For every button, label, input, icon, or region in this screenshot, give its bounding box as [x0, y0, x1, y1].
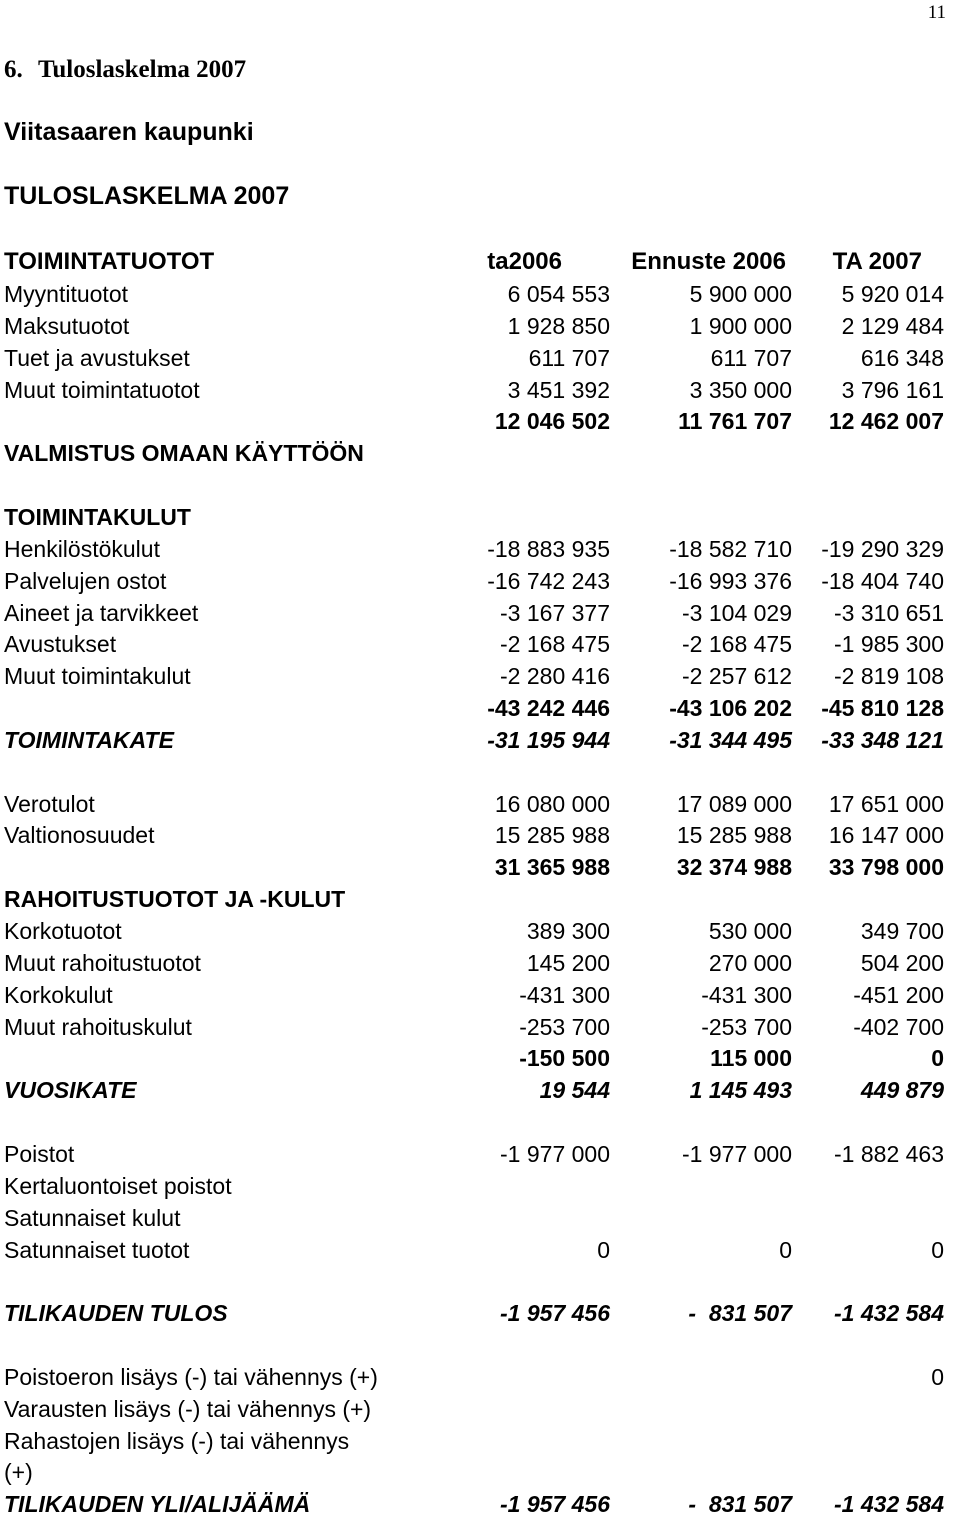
value-ta2006: 0 — [597, 1237, 610, 1263]
value-ta2006: 19 544 — [539, 1077, 610, 1103]
value-ta2007: 12 462 007 — [828, 408, 944, 434]
table-row — [0, 502, 960, 532]
value-ta2007: 5 920 014 — [841, 281, 944, 307]
row-label: Aineet ja tarvikkeet — [4, 600, 199, 626]
value-ta2007: -19 290 329 — [821, 536, 944, 562]
value-ennuste2006: -1 977 000 — [682, 1141, 792, 1167]
row-label: Satunnaiset tuotot — [4, 1237, 190, 1263]
value-ta2006: 15 285 988 — [494, 822, 610, 848]
value-ta2007: 504 200 — [860, 950, 944, 976]
row-label: Myyntituotot — [4, 281, 128, 307]
table-row — [0, 916, 960, 946]
table-row — [0, 566, 960, 596]
table-row — [0, 980, 960, 1010]
table-row — [0, 629, 960, 659]
value-ta2006: -16 742 243 — [487, 568, 610, 594]
value-ennuste2006: -3 104 029 — [682, 600, 792, 626]
row-label: TOIMINTAKULUT — [4, 504, 191, 530]
value-ennuste2006: - 831 507 — [688, 1491, 792, 1517]
value-ennuste2006: 115 000 — [710, 1045, 792, 1071]
column-header-ennuste2006: Ennuste 2006 — [631, 248, 786, 275]
table-row — [0, 1362, 960, 1392]
value-ennuste2006: -2 257 612 — [682, 663, 792, 689]
value-ta2007: -451 200 — [853, 982, 944, 1008]
table-row — [0, 661, 960, 691]
row-label: Muut toimintakulut — [4, 663, 191, 689]
value-ennuste2006: 15 285 988 — [676, 822, 792, 848]
section-heading — [4, 56, 246, 84]
row-label: Henkilöstökulut — [4, 536, 160, 562]
value-ta2006: 31 365 988 — [494, 854, 610, 880]
value-ta2006: 12 046 502 — [494, 408, 610, 434]
row-label: Korkokulut — [4, 982, 113, 1008]
row-label: Muut rahoitustuotot — [4, 950, 201, 976]
table-row — [0, 1043, 960, 1073]
value-ta2007: 0 — [931, 1237, 944, 1263]
value-ta2007: -1 985 300 — [834, 631, 944, 657]
table-row — [0, 1489, 960, 1519]
column-header-ta2007: TA 2007 — [832, 248, 922, 275]
row-label: Maksutuotot — [4, 313, 130, 339]
value-ta2007: 3 796 161 — [841, 377, 944, 403]
row-label: RAHOITUSTUOTOT JA -KULUT — [4, 886, 346, 912]
row-label: Palvelujen ostot — [4, 568, 167, 594]
value-ennuste2006: -18 582 710 — [669, 536, 792, 562]
section-number: 6. — [4, 56, 23, 83]
value-ennuste2006: -253 700 — [701, 1014, 792, 1040]
table-row — [0, 470, 960, 500]
table-row — [0, 884, 960, 914]
value-ennuste2006: -431 300 — [701, 982, 792, 1008]
table-row — [0, 789, 960, 819]
value-ta2006: -1 977 000 — [500, 1141, 610, 1167]
value-ta2007: 17 651 000 — [828, 791, 944, 817]
value-ennuste2006: 5 900 000 — [689, 281, 792, 307]
table-row — [0, 1107, 960, 1137]
table-row — [0, 1235, 960, 1265]
row-label: Poistoeron lisäys (-) tai vähennys (+) — [4, 1364, 378, 1390]
table-row — [0, 311, 960, 341]
value-ta2006: 389 300 — [526, 918, 610, 944]
value-ennuste2006: - 831 507 — [688, 1300, 792, 1326]
value-ta2006: -2 168 475 — [500, 631, 610, 657]
value-ta2006: -2 280 416 — [500, 663, 610, 689]
table-row — [0, 1171, 960, 1201]
table-row — [0, 757, 960, 787]
table-row — [0, 1139, 960, 1169]
row-label: TILIKAUDEN TULOS — [4, 1300, 228, 1326]
value-ta2006: -1 957 456 — [500, 1491, 610, 1517]
value-ta2007: -1 432 584 — [834, 1491, 944, 1517]
table-row — [0, 1075, 960, 1105]
table-row — [0, 375, 960, 405]
table-row — [0, 1394, 960, 1424]
value-ta2006: -43 242 446 — [487, 695, 610, 721]
row-label: Tuet ja avustukset — [4, 345, 190, 371]
value-ta2007: -402 700 — [853, 1014, 944, 1040]
row-label: Korkotuotot — [4, 918, 122, 944]
row-label: VUOSIKATE — [4, 1077, 137, 1103]
value-ta2007: -33 348 121 — [821, 727, 944, 753]
table-row — [0, 1203, 960, 1233]
value-ta2007: -18 404 740 — [821, 568, 944, 594]
row-label: Verotulot — [4, 791, 95, 817]
value-ta2006: 611 707 — [528, 345, 610, 371]
row-label: Valtionosuudet — [4, 822, 155, 848]
table-row — [0, 438, 960, 468]
row-label: Rahastojen lisäys (-) tai vähennys — [4, 1428, 350, 1454]
value-ta2006: -31 195 944 — [487, 727, 610, 753]
value-ta2007: -3 310 651 — [834, 600, 944, 626]
value-ta2006: 1 928 850 — [507, 313, 610, 339]
table-row — [0, 406, 960, 436]
value-ennuste2006: 32 374 988 — [676, 854, 792, 880]
table-row — [0, 693, 960, 723]
row-label: Muut toimintatuotot — [4, 377, 200, 403]
row-label: Muut rahoituskulut — [4, 1014, 192, 1040]
table-row — [0, 1330, 960, 1360]
table-row — [0, 725, 960, 755]
table-row — [0, 852, 960, 882]
value-ta2007: 349 700 — [860, 918, 944, 944]
value-ta2007: 0 — [931, 1364, 944, 1390]
value-ennuste2006: -16 993 376 — [669, 568, 792, 594]
organization-name: Viitasaaren kaupunki — [4, 118, 254, 146]
table-row — [0, 1426, 960, 1456]
row-label: TOIMINTAKATE — [4, 727, 174, 753]
table-row — [0, 948, 960, 978]
value-ta2007: 2 129 484 — [841, 313, 944, 339]
table-row — [0, 343, 960, 373]
table-row — [0, 534, 960, 564]
value-ennuste2006: -31 344 495 — [669, 727, 792, 753]
value-ennuste2006: 530 000 — [708, 918, 792, 944]
value-ta2006: -3 167 377 — [500, 600, 610, 626]
row-label: (+) — [4, 1459, 33, 1485]
value-ta2006: 145 200 — [526, 950, 610, 976]
value-ta2007: -2 819 108 — [834, 663, 944, 689]
section-title: Tuloslaskelma 2007 — [38, 56, 247, 83]
value-ta2006: 16 080 000 — [494, 791, 610, 817]
table-header — [0, 247, 960, 277]
value-ta2007: 33 798 000 — [828, 854, 944, 880]
value-ta2007: 449 879 — [860, 1077, 944, 1103]
value-ta2007: -1 882 463 — [834, 1141, 944, 1167]
value-ennuste2006: -43 106 202 — [669, 695, 792, 721]
value-ennuste2006: 11 761 707 — [678, 408, 792, 434]
value-ennuste2006: 1 900 000 — [689, 313, 792, 339]
value-ta2006: 3 451 392 — [507, 377, 610, 403]
value-ennuste2006: 611 707 — [710, 345, 792, 371]
value-ta2006: 6 054 553 — [507, 281, 610, 307]
value-ta2006: -18 883 935 — [487, 536, 610, 562]
value-ennuste2006: 270 000 — [708, 950, 792, 976]
value-ta2007: -45 810 128 — [821, 695, 944, 721]
value-ta2006: -431 300 — [519, 982, 610, 1008]
table-row — [0, 1457, 960, 1487]
column-header-ta2006: ta2006 — [487, 248, 562, 275]
value-ta2006: -253 700 — [519, 1014, 610, 1040]
row-label: VALMISTUS OMAAN KÄYTTÖÖN — [4, 440, 364, 466]
row-label: Avustukset — [4, 631, 117, 657]
header-label: TOIMINTATUOTOT — [4, 248, 215, 275]
value-ennuste2006: 17 089 000 — [676, 791, 792, 817]
value-ennuste2006: 0 — [779, 1237, 792, 1263]
value-ta2006: -150 500 — [519, 1045, 610, 1071]
table-row — [0, 1266, 960, 1296]
row-label: Poistot — [4, 1141, 75, 1167]
table-row — [0, 820, 960, 850]
value-ta2007: 0 — [931, 1045, 944, 1071]
table-row — [0, 598, 960, 628]
table-row — [0, 279, 960, 309]
value-ta2006: -1 957 456 — [500, 1300, 610, 1326]
row-label: Satunnaiset kulut — [4, 1205, 181, 1231]
page-number: 11 — [927, 2, 946, 23]
statement-title: TULOSLASKELMA 2007 — [4, 182, 290, 210]
table-row — [0, 1012, 960, 1042]
row-label: Varausten lisäys (-) tai vähennys (+) — [4, 1396, 372, 1422]
row-label: TILIKAUDEN YLI/ALIJÄÄMÄ — [4, 1491, 311, 1517]
table-row — [0, 1298, 960, 1328]
value-ta2007: 616 348 — [860, 345, 944, 371]
value-ennuste2006: 1 145 493 — [689, 1077, 792, 1103]
row-label: Kertaluontoiset poistot — [4, 1173, 232, 1199]
value-ennuste2006: 3 350 000 — [689, 377, 792, 403]
value-ennuste2006: -2 168 475 — [682, 631, 792, 657]
value-ta2007: 16 147 000 — [828, 822, 944, 848]
value-ta2007: -1 432 584 — [834, 1300, 944, 1326]
